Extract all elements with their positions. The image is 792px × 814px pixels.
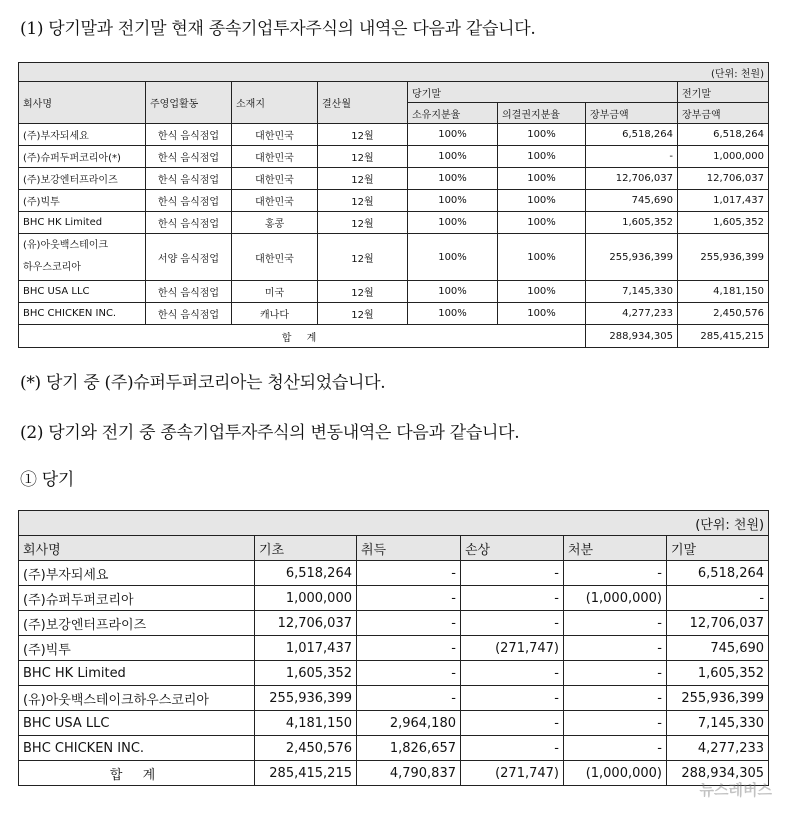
cell-vote: 100% bbox=[498, 212, 586, 234]
total-acquisition: 4,790,837 bbox=[357, 761, 461, 786]
cell-acquisition: - bbox=[357, 686, 461, 711]
unit-label: (단위: 천원) bbox=[19, 63, 769, 82]
cell-disposal: - bbox=[564, 561, 667, 586]
cell-disposal: - bbox=[564, 736, 667, 761]
cell-fiscal: 12월 bbox=[318, 303, 408, 325]
cell-business: 한식 음식점업 bbox=[146, 190, 232, 212]
cell-vote: 100% bbox=[498, 281, 586, 303]
cell-book-cur: 4,277,233 bbox=[586, 303, 678, 325]
col-impairment: 손상 bbox=[461, 536, 564, 561]
cell-vote: 100% bbox=[498, 168, 586, 190]
cell-impairment: - bbox=[461, 711, 564, 736]
cell-location: 캐나다 bbox=[232, 303, 318, 325]
cell-ending: 745,690 bbox=[667, 636, 769, 661]
cell-book-prior: 1,017,437 bbox=[678, 190, 769, 212]
cell-business: 한식 음식점업 bbox=[146, 124, 232, 146]
cell-location: 미국 bbox=[232, 281, 318, 303]
cell-disposal: (1,000,000) bbox=[564, 586, 667, 611]
cell-company: (주)빅투 bbox=[19, 636, 255, 661]
cell-fiscal: 12월 bbox=[318, 146, 408, 168]
col-beginning: 기초 bbox=[255, 536, 357, 561]
cell-acquisition: - bbox=[357, 586, 461, 611]
cell-fiscal: 12월 bbox=[318, 281, 408, 303]
cell-impairment: - bbox=[461, 586, 564, 611]
cell-book-prior: 12,706,037 bbox=[678, 168, 769, 190]
cell-own: 100% bbox=[408, 146, 498, 168]
cell-impairment: - bbox=[461, 686, 564, 711]
col-acquisition: 취득 bbox=[357, 536, 461, 561]
table-total-row bbox=[19, 761, 769, 786]
cell-company: BHC HK Limited bbox=[19, 661, 255, 686]
cell-company: (주)슈퍼두퍼코리아(*) bbox=[19, 146, 146, 168]
total-book-cur: 288,934,305 bbox=[586, 325, 678, 348]
cell-ending: - bbox=[667, 586, 769, 611]
cell-business: 한식 음식점업 bbox=[146, 146, 232, 168]
cell-company: (주)빅투 bbox=[19, 190, 146, 212]
cell-ending: 12,706,037 bbox=[667, 611, 769, 636]
total-book-prior: 285,415,215 bbox=[678, 325, 769, 348]
cell-business: 한식 음식점업 bbox=[146, 212, 232, 234]
cell-book-prior: 6,518,264 bbox=[678, 124, 769, 146]
section-1-heading: (1) 당기말과 전기말 현재 종속기업투자주식의 내역은 다음과 같습니다. bbox=[20, 19, 536, 39]
table-row bbox=[19, 711, 769, 736]
cell-location: 대한민국 bbox=[232, 168, 318, 190]
table-row bbox=[19, 661, 769, 686]
table-row bbox=[19, 168, 769, 190]
cell-book-cur: 12,706,037 bbox=[586, 168, 678, 190]
cell-company: BHC USA LLC bbox=[19, 711, 255, 736]
cell-beginning: 4,181,150 bbox=[255, 711, 357, 736]
cell-company: (주)보강엔터프라이즈 bbox=[19, 168, 146, 190]
col-fiscal-month: 결산월 bbox=[318, 82, 408, 124]
table-row bbox=[19, 686, 769, 711]
cell-business: 한식 음식점업 bbox=[146, 303, 232, 325]
table-total-row bbox=[19, 325, 769, 348]
cell-book-cur: 6,518,264 bbox=[586, 124, 678, 146]
cell-company: BHC USA LLC bbox=[19, 281, 146, 303]
cell-own: 100% bbox=[408, 168, 498, 190]
watermark-logo: 뉴스레버스 bbox=[699, 781, 772, 799]
cell-fiscal: 12월 bbox=[318, 234, 408, 281]
col-prior-period: 전기말 bbox=[678, 82, 769, 103]
table-row bbox=[19, 234, 769, 281]
cell-fiscal: 12월 bbox=[318, 168, 408, 190]
cell-book-cur: 745,690 bbox=[586, 190, 678, 212]
cell-vote: 100% bbox=[498, 303, 586, 325]
cell-book-prior: 255,936,399 bbox=[678, 234, 769, 281]
cell-own: 100% bbox=[408, 234, 498, 281]
cell-book-cur: - bbox=[586, 146, 678, 168]
cell-book-cur: 7,145,330 bbox=[586, 281, 678, 303]
cell-vote: 100% bbox=[498, 146, 586, 168]
cell-own: 100% bbox=[408, 190, 498, 212]
cell-beginning: 12,706,037 bbox=[255, 611, 357, 636]
table-row bbox=[19, 281, 769, 303]
col-voting-ratio: 의결권지분율 bbox=[498, 103, 586, 124]
cell-location: 홍콩 bbox=[232, 212, 318, 234]
col-business: 주영업활동 bbox=[146, 82, 232, 124]
col-book-value-prior: 장부금액 bbox=[678, 103, 769, 124]
cell-acquisition: - bbox=[357, 636, 461, 661]
cell-company: (유)아웃백스테이크하우스코리아 bbox=[19, 686, 255, 711]
cell-book-cur: 255,936,399 bbox=[586, 234, 678, 281]
cell-company-line2: 하우스코리아 bbox=[23, 262, 81, 273]
table-row bbox=[19, 303, 769, 325]
cell-impairment: (271,747) bbox=[461, 636, 564, 661]
table-row bbox=[19, 636, 769, 661]
col-location: 소재지 bbox=[232, 82, 318, 124]
total-label: 합 계 bbox=[19, 761, 255, 786]
cell-business: 한식 음식점업 bbox=[146, 168, 232, 190]
cell-vote: 100% bbox=[498, 124, 586, 146]
cell-impairment: - bbox=[461, 561, 564, 586]
subsidiary-holdings-table bbox=[18, 62, 769, 348]
cell-impairment: - bbox=[461, 661, 564, 686]
cell-business: 한식 음식점업 bbox=[146, 281, 232, 303]
col-company: 회사명 bbox=[19, 82, 146, 124]
cell-impairment: - bbox=[461, 611, 564, 636]
total-beginning: 285,415,215 bbox=[255, 761, 357, 786]
cell-book-prior: 4,181,150 bbox=[678, 281, 769, 303]
table-row bbox=[19, 611, 769, 636]
cell-ending: 6,518,264 bbox=[667, 561, 769, 586]
col-ownership-ratio: 소유지분율 bbox=[408, 103, 498, 124]
cell-acquisition: 2,964,180 bbox=[357, 711, 461, 736]
cell-book-cur: 1,605,352 bbox=[586, 212, 678, 234]
cell-acquisition: 1,826,657 bbox=[357, 736, 461, 761]
cell-own: 100% bbox=[408, 303, 498, 325]
liquidation-note: (*) 당기 중 (주)슈퍼두퍼코리아는 청산되었습니다. bbox=[20, 373, 386, 393]
cell-disposal: - bbox=[564, 711, 667, 736]
cell-vote: 100% bbox=[498, 190, 586, 212]
table-row bbox=[19, 586, 769, 611]
cell-company: BHC CHICKEN INC. bbox=[19, 303, 146, 325]
col-ending: 기말 bbox=[667, 536, 769, 561]
cell-book-prior: 1,605,352 bbox=[678, 212, 769, 234]
cell-own: 100% bbox=[408, 281, 498, 303]
cell-acquisition: - bbox=[357, 561, 461, 586]
cell-book-prior: 1,000,000 bbox=[678, 146, 769, 168]
cell-business: 서양 음식점업 bbox=[146, 234, 232, 281]
cell-beginning: 1,000,000 bbox=[255, 586, 357, 611]
table-row bbox=[19, 146, 769, 168]
table-row bbox=[19, 212, 769, 234]
cell-book-prior: 2,450,576 bbox=[678, 303, 769, 325]
cell-disposal: - bbox=[564, 661, 667, 686]
col-disposal: 처분 bbox=[564, 536, 667, 561]
cell-beginning: 1,605,352 bbox=[255, 661, 357, 686]
cell-ending: 255,936,399 bbox=[667, 686, 769, 711]
cell-company: (주)보강엔터프라이즈 bbox=[19, 611, 255, 636]
cell-disposal: - bbox=[564, 686, 667, 711]
table-row bbox=[19, 124, 769, 146]
cell-acquisition: - bbox=[357, 611, 461, 636]
cell-beginning: 1,017,437 bbox=[255, 636, 357, 661]
cell-impairment: - bbox=[461, 736, 564, 761]
cell-company: (주)부자되세요 bbox=[19, 561, 255, 586]
subsidiary-changes-table bbox=[18, 510, 769, 786]
cell-fiscal: 12월 bbox=[318, 212, 408, 234]
cell-company: BHC CHICKEN INC. bbox=[19, 736, 255, 761]
total-ending: 288,934,305 bbox=[667, 761, 769, 786]
cell-company bbox=[19, 234, 146, 281]
col-book-value-current: 장부금액 bbox=[586, 103, 678, 124]
table-row bbox=[19, 190, 769, 212]
cell-acquisition: - bbox=[357, 661, 461, 686]
col-company: 회사명 bbox=[19, 536, 255, 561]
total-impairment: (271,747) bbox=[461, 761, 564, 786]
cell-own: 100% bbox=[408, 124, 498, 146]
cell-fiscal: 12월 bbox=[318, 124, 408, 146]
unit-label: (단위: 천원) bbox=[19, 511, 769, 536]
section-2-heading: (2) 당기와 전기 중 종속기업투자주식의 변동내역은 다음과 같습니다. bbox=[20, 423, 520, 443]
cell-fiscal: 12월 bbox=[318, 190, 408, 212]
cell-company: (주)슈퍼두퍼코리아 bbox=[19, 586, 255, 611]
cell-ending: 1,605,352 bbox=[667, 661, 769, 686]
cell-beginning: 2,450,576 bbox=[255, 736, 357, 761]
cell-ending: 4,277,233 bbox=[667, 736, 769, 761]
cell-ending: 7,145,330 bbox=[667, 711, 769, 736]
current-period-heading: ① 당기 bbox=[20, 470, 75, 490]
cell-location: 대한민국 bbox=[232, 124, 318, 146]
cell-disposal: - bbox=[564, 636, 667, 661]
cell-company-line1: (유)아웃백스테이크 bbox=[23, 240, 109, 251]
cell-disposal: - bbox=[564, 611, 667, 636]
total-disposal: (1,000,000) bbox=[564, 761, 667, 786]
col-current-period: 당기말 bbox=[408, 82, 678, 103]
cell-beginning: 6,518,264 bbox=[255, 561, 357, 586]
table-row bbox=[19, 736, 769, 761]
cell-company: BHC HK Limited bbox=[19, 212, 146, 234]
table-row bbox=[19, 561, 769, 586]
cell-location: 대한민국 bbox=[232, 190, 318, 212]
cell-own: 100% bbox=[408, 212, 498, 234]
total-label: 합 계 bbox=[19, 325, 586, 348]
cell-location: 대한민국 bbox=[232, 234, 318, 281]
cell-location: 대한민국 bbox=[232, 146, 318, 168]
cell-beginning: 255,936,399 bbox=[255, 686, 357, 711]
cell-vote: 100% bbox=[498, 234, 586, 281]
cell-company: (주)부자되세요 bbox=[19, 124, 146, 146]
